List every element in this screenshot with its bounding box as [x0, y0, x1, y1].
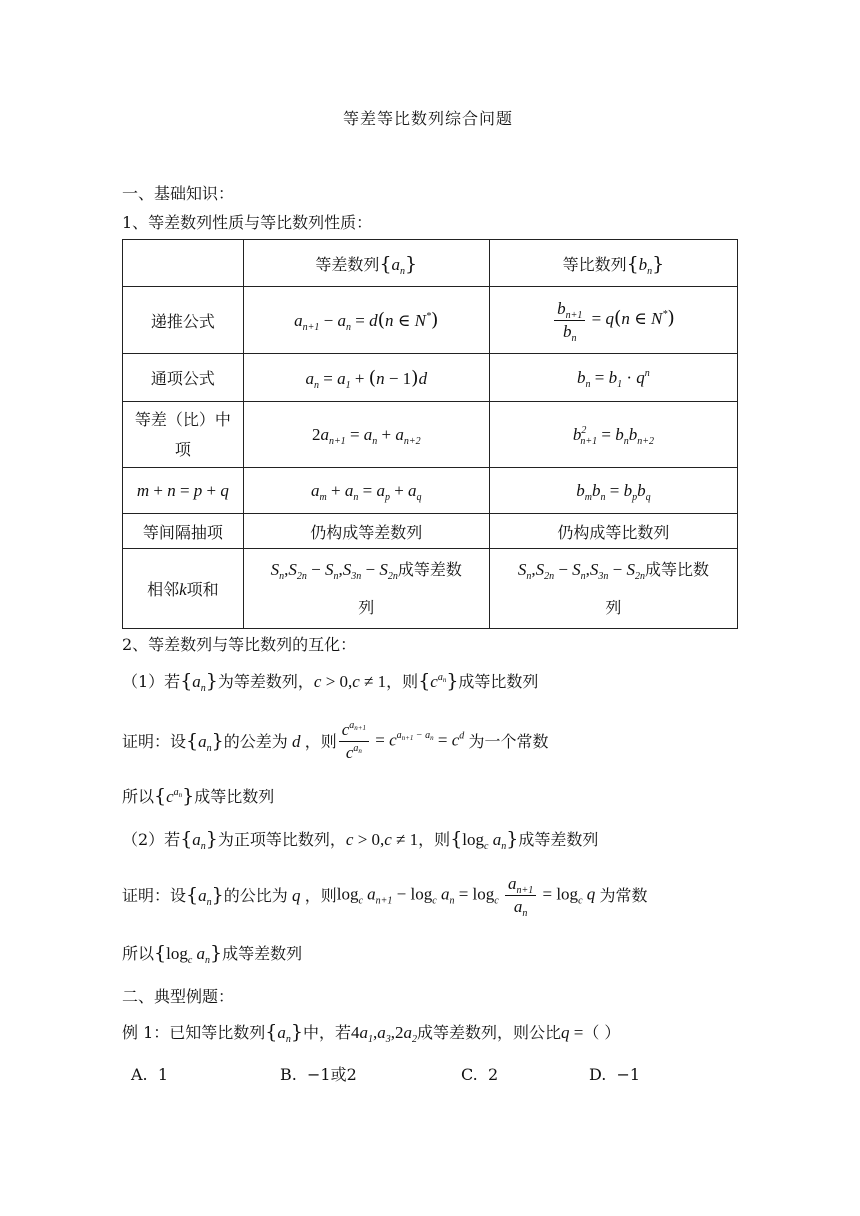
header-arithmetic-label: 等差数列 [315, 254, 380, 274]
option-b [280, 1064, 357, 1086]
proof-2-t3: 为常数 [599, 885, 648, 905]
proof-2: 证明：设 $\{a_n\}$ 的公比为 q ，则 $\log_c a_{n+1} - \log_c a_n = \log_c$ $\frac{a_{n+1}}{a_n}$ = $\log_c q$ 为常数 [122, 874, 648, 919]
table-header-row [123, 240, 738, 287]
header-arithmetic: 等差数列$\{a_n\}$ [243, 240, 489, 287]
table-corner-cell [123, 240, 244, 287]
properties-table [122, 239, 738, 629]
conclusion-2: 所以{$\log_c$ $a_n$}成等差数列 [122, 942, 303, 966]
option-d [589, 1064, 640, 1086]
row-label-middle-line1: 等差（比）中 [134, 409, 231, 429]
formula-arith-recurrence: $a_{n+1} - a_n = d(n$ ∈ N*) [243, 287, 489, 354]
row-label-index-sum: m + n = p + q [123, 468, 244, 514]
adj-arith-wrap: 列 [358, 597, 375, 617]
statement-2-lead: （2）若 [122, 830, 181, 849]
adj-arith-suffix: 成等差数 [397, 559, 462, 579]
example-1-lead: 例 1：已知等比数列 [122, 1023, 266, 1042]
option-b-or: 或 [330, 1065, 347, 1084]
adj-geo-wrap: 列 [605, 597, 622, 617]
example-1-t2: 成等差数列，则公比 [416, 1023, 561, 1042]
subheading-conversion: 2、等差数列与等比数列的互化： [122, 635, 357, 654]
statement-2-t3: 成等差数列 [518, 830, 599, 849]
row-label-adjacent-sums: 相邻k项和 [123, 549, 244, 629]
page-title: 等差等比数列综合问题 [343, 109, 514, 128]
example-1-t1: 中，若 [302, 1023, 351, 1042]
row-label-recurrence: 递推公式 [123, 287, 244, 354]
cell-geo-adjacent-sums: $S_n,S_{2n} - S_n,S_{3n} - S_{2n}$成等比数 列 [489, 549, 737, 629]
section-heading-basics: 一、基础知识： [122, 184, 235, 203]
statement-1-t3: 成等比数列 [458, 672, 539, 691]
formula-geo-general: $b_n = b_1 \cdot q^n$ [489, 354, 737, 402]
option-d-value: −1 [616, 1065, 641, 1084]
example-1-answer-blank: （ ） [583, 1023, 621, 1042]
example-1: 例 1：已知等比数列$\{a_n\}$中，若$4a_1,a_3,2a_2$成等差数列，则公比q =（ ） [122, 1021, 621, 1045]
option-c [461, 1064, 498, 1086]
formula-geo-middle: $b^2_{n+1} = b_nb_{n+2}$ [489, 402, 737, 468]
section-heading-examples: 二、典型例题： [122, 987, 235, 1006]
option-c-label: C. [461, 1065, 478, 1084]
proof-1: 证明：设 $\{a_n\}$ 的公差为 d ，则 $\frac{c^{a_{n+1}}}{c^{a_n}}$ = $c^{a_{n+1} - a_n} = c^d$ 为一个常数 [122, 720, 549, 762]
formula-arith-index-sum: $a_m + a_n = a_p + a_q$ [243, 468, 489, 514]
proof-2-lead: 证明：设 [122, 885, 187, 905]
row-label-general: 通项公式 [123, 354, 244, 402]
option-c-value: 2 [487, 1065, 499, 1084]
statement-2-t2: ，则 [418, 830, 451, 849]
conclusion-2-tail: 成等差数列 [222, 944, 303, 963]
table-row-interval [123, 514, 738, 549]
statement-2-t1: 为正项等比数列， [217, 830, 346, 849]
adj-geo-suffix: 成等比数 [645, 559, 710, 579]
conclusion-1-tail: 成等比数列 [194, 787, 275, 806]
statement-1-t2: ，则 [386, 672, 419, 691]
statement-2: （2）若$\{a_n\}$为正项等比数列，c > 0,c ≠ 1，则{$\log_c$ $a_n$}成等差数列 [122, 828, 599, 852]
formula-arith-middle: $2a_{n+1} = a_n + a_{n+2}$ [243, 402, 489, 468]
proof-1-lead: 证明：设 [122, 731, 187, 751]
cell-arith-interval: 仍构成等差数列 [243, 514, 489, 549]
row-label-middle-term [123, 402, 244, 468]
table-row-general [123, 354, 738, 402]
row-label-interval: 等间隔抽项 [123, 514, 244, 549]
cell-arith-adjacent-sums: $S_n,S_{2n} - S_n,S_{3n} - S_{2n}$成等差数 列 [243, 549, 489, 629]
table-row-index-sum [123, 468, 738, 514]
statement-1-lead: （1）若 [122, 672, 181, 691]
option-b-label: B. [280, 1065, 297, 1084]
cell-geo-interval: 仍构成等比数列 [489, 514, 737, 549]
subheading-properties: 1、等差数列性质与等比数列性质： [122, 213, 373, 232]
statement-1: （1）若$\{a_n\}$为等差数列，c > 0,c ≠ 1，则$\{c^{a_n}\}$成等比数列 [122, 670, 539, 694]
option-a [131, 1064, 168, 1086]
row-label-adjacent-post: 项和 [186, 580, 219, 599]
header-geometric: 等比数列$\{b_n\}$ [489, 240, 737, 287]
proof-2-t2: ，则 [304, 885, 337, 905]
header-geometric-label: 等比数列 [562, 254, 627, 274]
option-a-value: 1 [157, 1065, 168, 1084]
conclusion-1: 所以$\{c^{a_n}\}$成等比数列 [122, 785, 275, 807]
formula-arith-general: $a_n = a_1 + (n - 1)d$ [243, 354, 489, 402]
table-row-recurrence [123, 287, 738, 354]
option-b-value-2: 2 [346, 1065, 357, 1084]
option-d-label: D. [589, 1065, 607, 1084]
proof-1-t1: 的公差为 [223, 731, 288, 751]
table-row-adjacent-sums [123, 549, 738, 629]
option-a-label: A. [131, 1065, 148, 1084]
conclusion-2-lead: 所以 [122, 944, 155, 963]
row-label-middle-line2: 项 [174, 439, 191, 459]
formula-geo-index-sum: $b_mb_n = b_pb_q$ [489, 468, 737, 514]
proof-2-t1: 的公比为 [223, 885, 288, 905]
row-label-adjacent-pre: 相邻 [147, 580, 180, 599]
conclusion-1-lead: 所以 [122, 787, 155, 806]
statement-1-t1: 为等差数列， [217, 672, 314, 691]
table-row-middle-term [123, 402, 738, 468]
proof-1-t2: ，则 [304, 731, 337, 751]
option-b-value: −1 [307, 1065, 331, 1084]
formula-geo-recurrence: $\frac{b_{n+1}}{b_n}$ = q(n ∈ N*) [489, 287, 737, 354]
proof-1-t3: 为一个常数 [468, 731, 549, 751]
